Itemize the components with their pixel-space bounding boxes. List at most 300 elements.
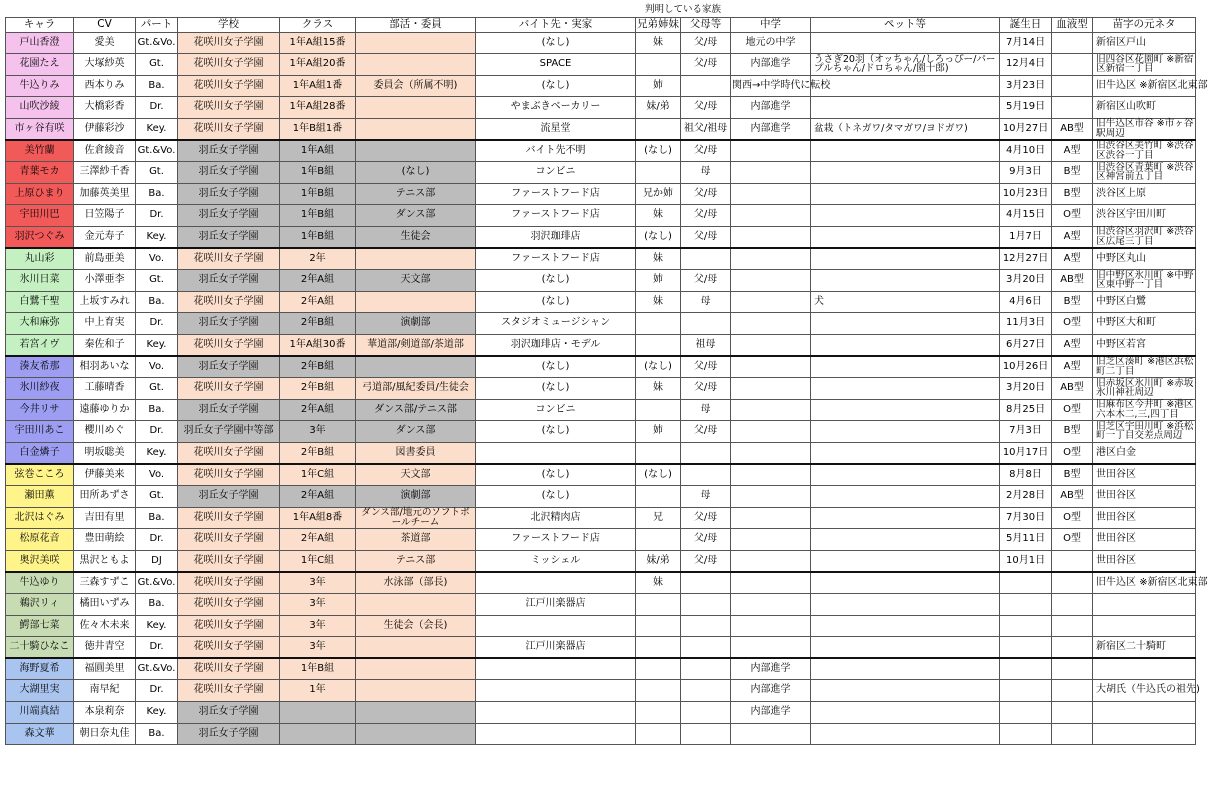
pets-cell xyxy=(811,529,1000,551)
job-family-cell: (なし) xyxy=(476,356,636,378)
cv-name: 工藤晴香 xyxy=(74,378,136,400)
school-cell: 羽丘女子学園 xyxy=(178,140,280,162)
job-family-cell: やまぶきベーカリー xyxy=(476,97,636,119)
character-name: 氷川紗夜 xyxy=(6,378,74,400)
surname-origin-cell: 世田谷区 xyxy=(1093,550,1196,572)
birthday-cell: 12月27日 xyxy=(1000,248,1052,270)
parents-cell: 祖母 xyxy=(681,334,731,356)
class-cell: 2年A組 xyxy=(280,399,356,421)
part-cell: Ba. xyxy=(136,723,178,745)
pets-cell xyxy=(811,334,1000,356)
school-cell: 花咲川女子学園 xyxy=(178,442,280,464)
part-cell: Ba. xyxy=(136,593,178,615)
parents-cell xyxy=(681,637,731,659)
birthday-cell: 7月30日 xyxy=(1000,507,1052,529)
parents-cell xyxy=(681,615,731,637)
job-family-cell: ファーストフード店 xyxy=(476,205,636,227)
parents-cell xyxy=(681,75,731,97)
siblings-cell xyxy=(636,399,681,421)
club-cell: ダンス部 xyxy=(356,205,476,227)
siblings-cell xyxy=(636,442,681,464)
table-row xyxy=(6,291,1196,313)
parents-cell: 父/母 xyxy=(681,378,731,400)
table-row xyxy=(6,637,1196,659)
middle-school-cell xyxy=(731,529,811,551)
surname-origin-cell: 旧赤坂区氷川町 ※赤坂氷川神社周辺 xyxy=(1093,378,1196,400)
pets-cell xyxy=(811,75,1000,97)
middle-school-cell xyxy=(731,637,811,659)
siblings-cell xyxy=(636,118,681,140)
blood-type-cell: AB型 xyxy=(1052,378,1093,400)
school-cell: 花咲川女子学園 xyxy=(178,378,280,400)
school-cell: 花咲川女子学園 xyxy=(178,291,280,313)
class-cell: 2年 xyxy=(280,248,356,270)
middle-school-cell xyxy=(731,334,811,356)
blood-type-cell xyxy=(1052,723,1093,745)
part-cell: Gt. xyxy=(136,54,178,76)
family-group-label: 判明している家族 xyxy=(645,4,722,16)
part-cell: Key. xyxy=(136,118,178,140)
character-name: 市ヶ谷有咲 xyxy=(6,118,74,140)
school-cell: 羽丘女子学園 xyxy=(178,270,280,292)
table-row xyxy=(6,701,1196,723)
part-cell: Gt.&Vo. xyxy=(136,572,178,594)
surname-origin-cell: 旧芝区宇田川町 ※浜松町一丁目交差点周辺 xyxy=(1093,421,1196,443)
character-name: 宇田川巴 xyxy=(6,205,74,227)
school-cell: 羽丘女子学園 xyxy=(178,399,280,421)
character-name: 森文華 xyxy=(6,723,74,745)
spacer-cell xyxy=(6,5,636,17)
birthday-cell: 10月1日 xyxy=(1000,550,1052,572)
parents-cell: 父/母 xyxy=(681,54,731,76)
birthday-cell: 10月23日 xyxy=(1000,183,1052,205)
pets-cell xyxy=(811,464,1000,486)
parents-cell: 父/母 xyxy=(681,183,731,205)
middle-school-cell: 地元の中学 xyxy=(731,32,811,54)
job-family-cell: スタジオミュージシャン xyxy=(476,313,636,335)
table-row xyxy=(6,75,1196,97)
header-cv: CV xyxy=(74,17,136,32)
club-cell: 天文部 xyxy=(356,270,476,292)
club-cell xyxy=(356,32,476,54)
pets-cell xyxy=(811,658,1000,680)
middle-school-cell xyxy=(731,485,811,507)
surname-origin-cell xyxy=(1093,615,1196,637)
middle-school-cell xyxy=(731,205,811,227)
character-name: 氷川日菜 xyxy=(6,270,74,292)
job-family-cell: 流星堂 xyxy=(476,118,636,140)
pets-cell xyxy=(811,356,1000,378)
class-cell: 1年A組30番 xyxy=(280,334,356,356)
cv-name: 豊田萌絵 xyxy=(74,529,136,551)
header-part: パート xyxy=(136,17,178,32)
cv-name: 三澤紗千香 xyxy=(74,162,136,184)
table-row xyxy=(6,32,1196,54)
character-name: 戸山香澄 xyxy=(6,32,74,54)
school-cell: 花咲川女子学園 xyxy=(178,615,280,637)
siblings-cell: 姉 xyxy=(636,75,681,97)
part-cell: Key. xyxy=(136,334,178,356)
table-row xyxy=(6,248,1196,270)
surname-origin-cell: 渋谷区上原 xyxy=(1093,183,1196,205)
character-name: 羽沢つぐみ xyxy=(6,226,74,248)
pets-cell xyxy=(811,97,1000,119)
surname-origin-cell: 中野区丸山 xyxy=(1093,248,1196,270)
class-cell: 2年B組 xyxy=(280,378,356,400)
job-family-cell: ミッシェル xyxy=(476,550,636,572)
class-cell: 3年 xyxy=(280,615,356,637)
club-cell xyxy=(356,680,476,702)
surname-origin-cell: 世田谷区 xyxy=(1093,529,1196,551)
school-cell: 花咲川女子学園 xyxy=(178,334,280,356)
parents-cell xyxy=(681,680,731,702)
pets-cell xyxy=(811,140,1000,162)
siblings-cell: (なし) xyxy=(636,356,681,378)
pets-cell xyxy=(811,183,1000,205)
middle-school-cell xyxy=(731,291,811,313)
club-cell xyxy=(356,658,476,680)
cv-name: 相羽あいな xyxy=(74,356,136,378)
part-cell: Vo. xyxy=(136,464,178,486)
school-cell: 花咲川女子学園 xyxy=(178,593,280,615)
blood-type-cell xyxy=(1052,75,1093,97)
middle-school-cell: 内部進学 xyxy=(731,701,811,723)
pets-cell: うさぎ20羽（オッちゃん/しろっぴー/パープルちゃん/ドロちゃん/園十郎) xyxy=(811,54,1000,76)
pets-cell xyxy=(811,226,1000,248)
middle-school-cell: 内部進学 xyxy=(731,97,811,119)
spacer-cell xyxy=(731,5,1196,17)
character-name: 奥沢美咲 xyxy=(6,550,74,572)
parents-cell: 父/母 xyxy=(681,32,731,54)
part-cell: Dr. xyxy=(136,529,178,551)
parents-cell: 母 xyxy=(681,162,731,184)
parents-cell xyxy=(681,248,731,270)
pets-cell xyxy=(811,485,1000,507)
header-surname-origin: 苗字の元ネタ xyxy=(1093,17,1196,32)
siblings-cell: (なし) xyxy=(636,226,681,248)
job-family-cell: ファーストフード店 xyxy=(476,183,636,205)
class-cell xyxy=(280,723,356,745)
birthday-cell: 4月6日 xyxy=(1000,291,1052,313)
siblings-cell xyxy=(636,637,681,659)
header-birthday: 誕生日 xyxy=(1000,17,1052,32)
table-row xyxy=(6,485,1196,507)
class-cell: 2年A組 xyxy=(280,485,356,507)
character-name: 宇田川あこ xyxy=(6,421,74,443)
club-cell xyxy=(356,637,476,659)
table-row xyxy=(6,334,1196,356)
siblings-cell: (なし) xyxy=(636,464,681,486)
part-cell: Ba. xyxy=(136,507,178,529)
table-row xyxy=(6,529,1196,551)
header-blood-type: 血液型 xyxy=(1052,17,1093,32)
surname-origin-cell: 旧中野区氷川町 ※中野区東中野一丁目 xyxy=(1093,270,1196,292)
job-family-cell xyxy=(476,680,636,702)
siblings-cell: 妹/弟 xyxy=(636,550,681,572)
header-character: キャラ xyxy=(6,17,74,32)
class-cell: 1年A組 xyxy=(280,140,356,162)
parents-cell: 母 xyxy=(681,485,731,507)
part-cell: Gt. xyxy=(136,162,178,184)
birthday-cell xyxy=(1000,701,1052,723)
table-row xyxy=(6,97,1196,119)
surname-origin-cell: 旧渋谷区青葉町 ※渋谷区神宮前五丁目 xyxy=(1093,162,1196,184)
blood-type-cell: A型 xyxy=(1052,248,1093,270)
school-cell: 花咲川女子学園 xyxy=(178,550,280,572)
pets-cell xyxy=(811,507,1000,529)
school-cell: 花咲川女子学園 xyxy=(178,572,280,594)
table-row xyxy=(6,421,1196,443)
part-cell: Dr. xyxy=(136,680,178,702)
siblings-cell xyxy=(636,680,681,702)
surname-origin-cell: 旧芝区湊町 ※港区浜松町二丁目 xyxy=(1093,356,1196,378)
club-cell xyxy=(356,118,476,140)
job-family-cell xyxy=(476,572,636,594)
siblings-cell: 妹 xyxy=(636,32,681,54)
class-cell: 2年A組 xyxy=(280,291,356,313)
club-cell: 演劇部 xyxy=(356,485,476,507)
school-cell: 花咲川女子学園 xyxy=(178,97,280,119)
middle-school-cell xyxy=(731,572,811,594)
surname-origin-cell xyxy=(1093,593,1196,615)
job-family-cell: 羽沢珈琲店 xyxy=(476,226,636,248)
school-cell: 羽丘女子学園 xyxy=(178,701,280,723)
cv-name: 愛美 xyxy=(74,32,136,54)
parents-cell xyxy=(681,464,731,486)
job-family-cell: バイト先不明 xyxy=(476,140,636,162)
club-cell: 華道部/剣道部/茶道部 xyxy=(356,334,476,356)
school-cell: 花咲川女子学園 xyxy=(178,680,280,702)
header-job-family: バイト先・実家 xyxy=(476,17,636,32)
birthday-cell xyxy=(1000,593,1052,615)
siblings-cell xyxy=(636,485,681,507)
siblings-cell xyxy=(636,615,681,637)
siblings-cell: 妹 xyxy=(636,572,681,594)
character-table-sheet xyxy=(5,4,1208,745)
parents-cell: 父/母 xyxy=(681,205,731,227)
parents-cell: 父/母 xyxy=(681,550,731,572)
birthday-cell xyxy=(1000,680,1052,702)
class-cell: 1年 xyxy=(280,680,356,702)
club-cell: ダンス部/地元のソフトボールチーム xyxy=(356,507,476,529)
club-cell xyxy=(356,723,476,745)
class-cell: 1年C組 xyxy=(280,550,356,572)
parents-cell xyxy=(681,701,731,723)
middle-school-cell xyxy=(731,507,811,529)
part-cell: DJ xyxy=(136,550,178,572)
middle-school-cell xyxy=(731,615,811,637)
pets-cell xyxy=(811,701,1000,723)
cv-name: 黒沢ともよ xyxy=(74,550,136,572)
character-name: 今井リサ xyxy=(6,399,74,421)
blood-type-cell: A型 xyxy=(1052,140,1093,162)
character-name: 大和麻弥 xyxy=(6,313,74,335)
blood-type-cell: O型 xyxy=(1052,507,1093,529)
table-row xyxy=(6,118,1196,140)
siblings-cell: 妹 xyxy=(636,378,681,400)
siblings-cell: 兄 xyxy=(636,507,681,529)
middle-school-cell: 内部進学 xyxy=(731,54,811,76)
pets-cell xyxy=(811,162,1000,184)
table-row xyxy=(6,399,1196,421)
header-middle-school: 中学 xyxy=(731,17,811,32)
cv-name: 福圓美里 xyxy=(74,658,136,680)
job-family-cell: コンビニ xyxy=(476,399,636,421)
character-name: 牛込りみ xyxy=(6,75,74,97)
cv-name: 西本りみ xyxy=(74,75,136,97)
blood-type-cell: A型 xyxy=(1052,226,1093,248)
table-row xyxy=(6,507,1196,529)
surname-origin-cell: 旧牛込区 ※新宿区北東部 xyxy=(1093,572,1196,594)
blood-type-cell xyxy=(1052,680,1093,702)
middle-school-cell: 関西→中学時代に転校 xyxy=(731,75,811,97)
middle-school-cell xyxy=(731,226,811,248)
surname-origin-cell: 旧渋谷区羽沢町 ※渋谷区広尾三丁目 xyxy=(1093,226,1196,248)
school-cell: 花咲川女子学園 xyxy=(178,32,280,54)
job-family-cell: 江戸川楽器店 xyxy=(476,637,636,659)
siblings-cell xyxy=(636,658,681,680)
surname-origin-cell: 旧四谷区花園町 ※新宿区新宿一丁目 xyxy=(1093,54,1196,76)
class-cell: 1年B組 xyxy=(280,226,356,248)
pets-cell xyxy=(811,248,1000,270)
part-cell: Dr. xyxy=(136,313,178,335)
parents-cell xyxy=(681,313,731,335)
club-cell: 弓道部/風紀委員/生徒会 xyxy=(356,378,476,400)
cv-name: 大橋彩香 xyxy=(74,97,136,119)
part-cell: Gt. xyxy=(136,270,178,292)
school-cell: 花咲川女子学園 xyxy=(178,464,280,486)
siblings-cell: 姉 xyxy=(636,421,681,443)
club-cell xyxy=(356,701,476,723)
pets-cell xyxy=(811,637,1000,659)
part-cell: Gt.&Vo. xyxy=(136,32,178,54)
cv-name: 本泉莉奈 xyxy=(74,701,136,723)
cv-name: 橘田いずみ xyxy=(74,593,136,615)
table-row xyxy=(6,205,1196,227)
middle-school-cell xyxy=(731,464,811,486)
siblings-cell: 妹 xyxy=(636,205,681,227)
blood-type-cell xyxy=(1052,32,1093,54)
club-cell xyxy=(356,356,476,378)
parents-cell: 父/母 xyxy=(681,421,731,443)
job-family-cell: (なし) xyxy=(476,421,636,443)
job-family-cell: SPACE xyxy=(476,54,636,76)
birthday-cell xyxy=(1000,658,1052,680)
surname-origin-cell: 旧麻布区今井町 ※港区六本木二,三,四丁目 xyxy=(1093,399,1196,421)
blood-type-cell xyxy=(1052,637,1093,659)
table-row xyxy=(6,378,1196,400)
group-header-row xyxy=(6,5,1196,17)
birthday-cell xyxy=(1000,615,1052,637)
job-family-cell: ファーストフード店 xyxy=(476,529,636,551)
surname-origin-cell: 中野区若宮 xyxy=(1093,334,1196,356)
pets-cell xyxy=(811,32,1000,54)
job-family-cell: コンビニ xyxy=(476,162,636,184)
character-name: 白鷺千聖 xyxy=(6,291,74,313)
table-row xyxy=(6,270,1196,292)
school-cell: 羽丘女子学園 xyxy=(178,723,280,745)
surname-origin-cell: 旧牛込区 ※新宿区北東部 xyxy=(1093,75,1196,97)
club-cell: (なし) xyxy=(356,162,476,184)
pets-cell xyxy=(811,399,1000,421)
pets-cell xyxy=(811,723,1000,745)
character-name: 上原ひまり xyxy=(6,183,74,205)
surname-origin-cell: 渋谷区宇田川町 xyxy=(1093,205,1196,227)
job-family-cell: (なし) xyxy=(476,270,636,292)
part-cell: Gt. xyxy=(136,485,178,507)
blood-type-cell xyxy=(1052,572,1093,594)
club-cell xyxy=(356,54,476,76)
blood-type-cell xyxy=(1052,54,1093,76)
part-cell: Key. xyxy=(136,226,178,248)
club-cell xyxy=(356,291,476,313)
cv-name: 明坂聡美 xyxy=(74,442,136,464)
parents-cell: 父/母 xyxy=(681,270,731,292)
job-family-cell xyxy=(476,442,636,464)
surname-origin-cell: 中野区大和町 xyxy=(1093,313,1196,335)
middle-school-cell xyxy=(731,550,811,572)
surname-origin-cell: 港区白金 xyxy=(1093,442,1196,464)
parents-cell: 祖父/祖母 xyxy=(681,118,731,140)
parents-cell: 父/母 xyxy=(681,226,731,248)
pets-cell xyxy=(811,378,1000,400)
school-cell: 花咲川女子学園 xyxy=(178,54,280,76)
middle-school-cell xyxy=(731,378,811,400)
class-cell: 2年B組 xyxy=(280,356,356,378)
school-cell: 羽丘女子学園 xyxy=(178,162,280,184)
table-row xyxy=(6,615,1196,637)
part-cell: Dr. xyxy=(136,637,178,659)
birthday-cell: 1月7日 xyxy=(1000,226,1052,248)
middle-school-cell xyxy=(731,723,811,745)
birthday-cell: 6月27日 xyxy=(1000,334,1052,356)
surname-origin-cell: 世田谷区 xyxy=(1093,485,1196,507)
class-cell: 1年A組15番 xyxy=(280,32,356,54)
birthday-cell: 4月10日 xyxy=(1000,140,1052,162)
character-name: 弦巻こころ xyxy=(6,464,74,486)
class-cell: 1年A組20番 xyxy=(280,54,356,76)
birthday-cell: 7月3日 xyxy=(1000,421,1052,443)
birthday-cell: 7月14日 xyxy=(1000,32,1052,54)
surname-origin-cell: 大胡氏（牛込氏の祖先) xyxy=(1093,680,1196,702)
siblings-cell xyxy=(636,334,681,356)
cv-name: 南早紀 xyxy=(74,680,136,702)
middle-school-cell xyxy=(731,313,811,335)
header-club: 部活・委員 xyxy=(356,17,476,32)
blood-type-cell: O型 xyxy=(1052,529,1093,551)
character-name: 山吹沙綾 xyxy=(6,97,74,119)
class-cell: 2年A組 xyxy=(280,529,356,551)
pets-cell xyxy=(811,313,1000,335)
school-cell: 花咲川女子学園 xyxy=(178,658,280,680)
part-cell: Dr. xyxy=(136,421,178,443)
school-cell: 羽丘女子学園 xyxy=(178,313,280,335)
school-cell: 花咲川女子学園 xyxy=(178,75,280,97)
cv-name: 上坂すみれ xyxy=(74,291,136,313)
birthday-cell: 9月3日 xyxy=(1000,162,1052,184)
parents-cell xyxy=(681,723,731,745)
birthday-cell: 8月8日 xyxy=(1000,464,1052,486)
part-cell: Gt. xyxy=(136,378,178,400)
birthday-cell xyxy=(1000,723,1052,745)
surname-origin-cell: 新宿区二十騎町 xyxy=(1093,637,1196,659)
birthday-cell: 10月17日 xyxy=(1000,442,1052,464)
cv-name: 佐倉綾音 xyxy=(74,140,136,162)
table-row xyxy=(6,54,1196,76)
pets-cell xyxy=(811,615,1000,637)
table-row xyxy=(6,572,1196,594)
job-family-cell xyxy=(476,723,636,745)
